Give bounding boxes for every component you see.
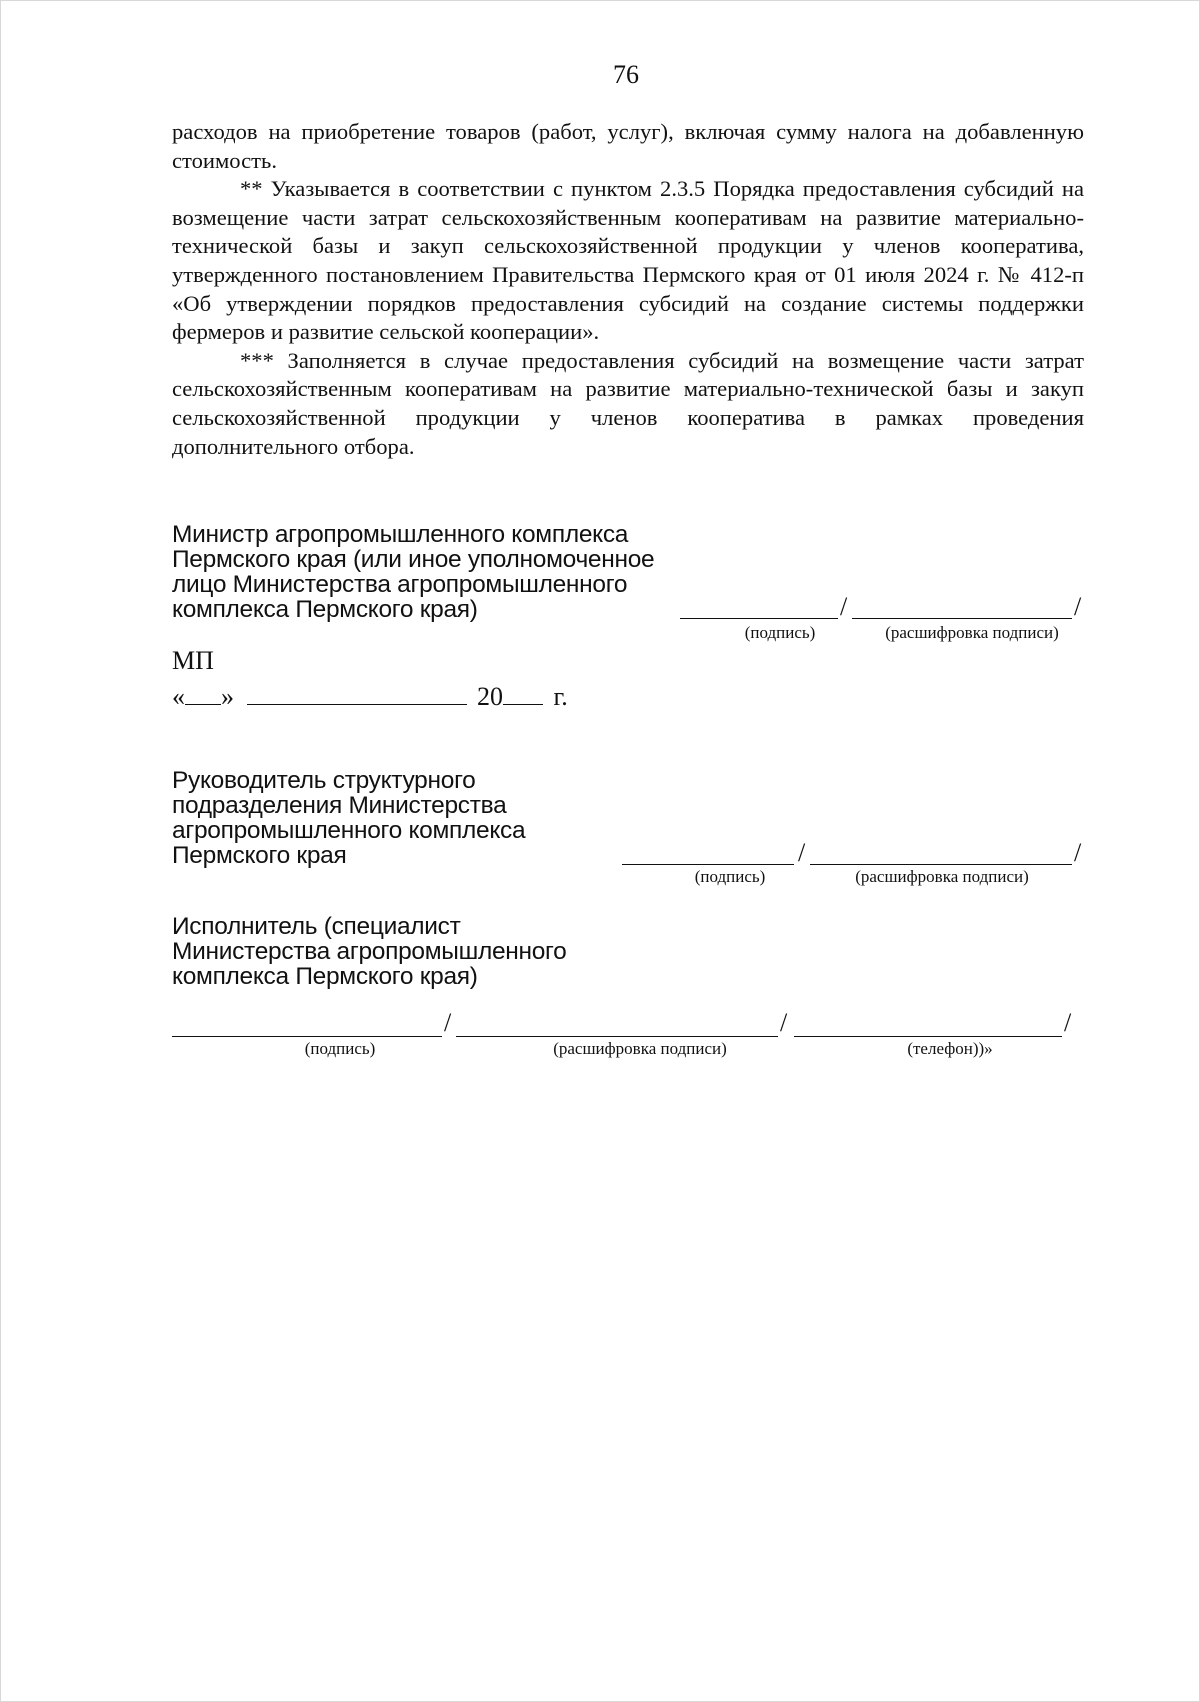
slash-separator: / xyxy=(1074,592,1082,621)
division-head-title-line: Руководитель структурного xyxy=(172,767,476,794)
year-prefix: 20 xyxy=(477,682,503,711)
division-head-title-line: Пермского края xyxy=(172,842,347,869)
paragraph-continuation: расходов на приобретение товаров (работ, услуг), включая сумму налога на добавленную стоимость. xyxy=(172,119,1084,173)
minister-title-line: лицо Министерства агропромышленного xyxy=(172,571,628,598)
minister-title xyxy=(172,522,654,622)
slash-separator: / xyxy=(444,1008,452,1037)
executor-decoding-caption: (расшифровка подписи) xyxy=(553,1039,727,1058)
slash-separator: / xyxy=(840,592,848,621)
executor-decoding-line xyxy=(456,1036,778,1037)
minister-title-line: Пермского края (или иное уполномоченное xyxy=(172,546,655,573)
executor-title-line: Исполнитель (специалист xyxy=(172,913,461,940)
division-head-signature-caption: (подпись) xyxy=(694,867,766,886)
footnotes-text xyxy=(172,118,1084,461)
footnote-double-asterisk: ** Указывается в соответствии с пунктом 2.3.5 Порядка предоставления субсидий на возмещение части затрат сельскохозяйственным кооперативам на развитие материально-технической базы и закуп сельскохозяйственной продукции у членов кооператива, утвержденного постановлением Правительства Пермского края от 01 июля 2024 г. № 412-п «Об утверждении порядков предоставления субсидий на создание системы поддержки фермеров и развитие сельской кооперации». xyxy=(172,176,1084,345)
minister-signature-caption: (подпись) xyxy=(744,623,816,642)
division-head-title-line: подразделения Министерства xyxy=(172,792,507,819)
executor-signature-line xyxy=(172,1036,442,1037)
minister-title-line: Министр агропромышленного комплекса xyxy=(172,521,629,548)
executor-phone-caption: (телефон))» xyxy=(907,1039,993,1058)
division-head-decoding-caption: (расшифровка подписи) xyxy=(855,867,1029,886)
date-open-quote: « xyxy=(172,682,185,711)
minister-decoding-line xyxy=(852,618,1072,619)
footnote-triple-asterisk: *** Заполняется в случае предоставления субсидий на возмещение части затрат сельскохозяйственным кооперативам на развитие материально-технической базы и закуп сельскохозяйственной продукции у членов кооператива в рамках проведения дополнительного отбора. xyxy=(172,347,1084,459)
date-line xyxy=(172,682,568,712)
year-suffix: г. xyxy=(553,682,568,711)
month-blank xyxy=(247,682,467,705)
executor-title-line: Министерства агропромышленного xyxy=(172,938,567,965)
minister-decoding-caption: (расшифровка подписи) xyxy=(885,623,1059,642)
date-close-quote: » xyxy=(221,682,234,711)
seal-label: МП xyxy=(172,646,214,675)
division-head-signature-line xyxy=(622,864,794,865)
slash-separator: / xyxy=(1064,1008,1072,1037)
slash-separator: / xyxy=(780,1008,788,1037)
slash-separator: / xyxy=(798,838,806,867)
division-head-title-line: агропромышленного комплекса xyxy=(172,817,526,844)
page-number: 76 xyxy=(613,60,639,89)
minister-title-line: комплекса Пермского края) xyxy=(172,596,478,623)
slash-separator: / xyxy=(1074,838,1082,867)
minister-signature-line xyxy=(680,618,838,619)
executor-phone-line xyxy=(794,1036,1062,1037)
day-blank xyxy=(185,682,221,705)
executor-signature-caption: (подпись) xyxy=(304,1039,376,1058)
division-head-title xyxy=(172,768,525,868)
executor-title-line: комплекса Пермского края) xyxy=(172,963,478,990)
executor-title xyxy=(172,914,566,989)
year-blank xyxy=(503,682,543,705)
division-head-decoding-line xyxy=(810,864,1072,865)
